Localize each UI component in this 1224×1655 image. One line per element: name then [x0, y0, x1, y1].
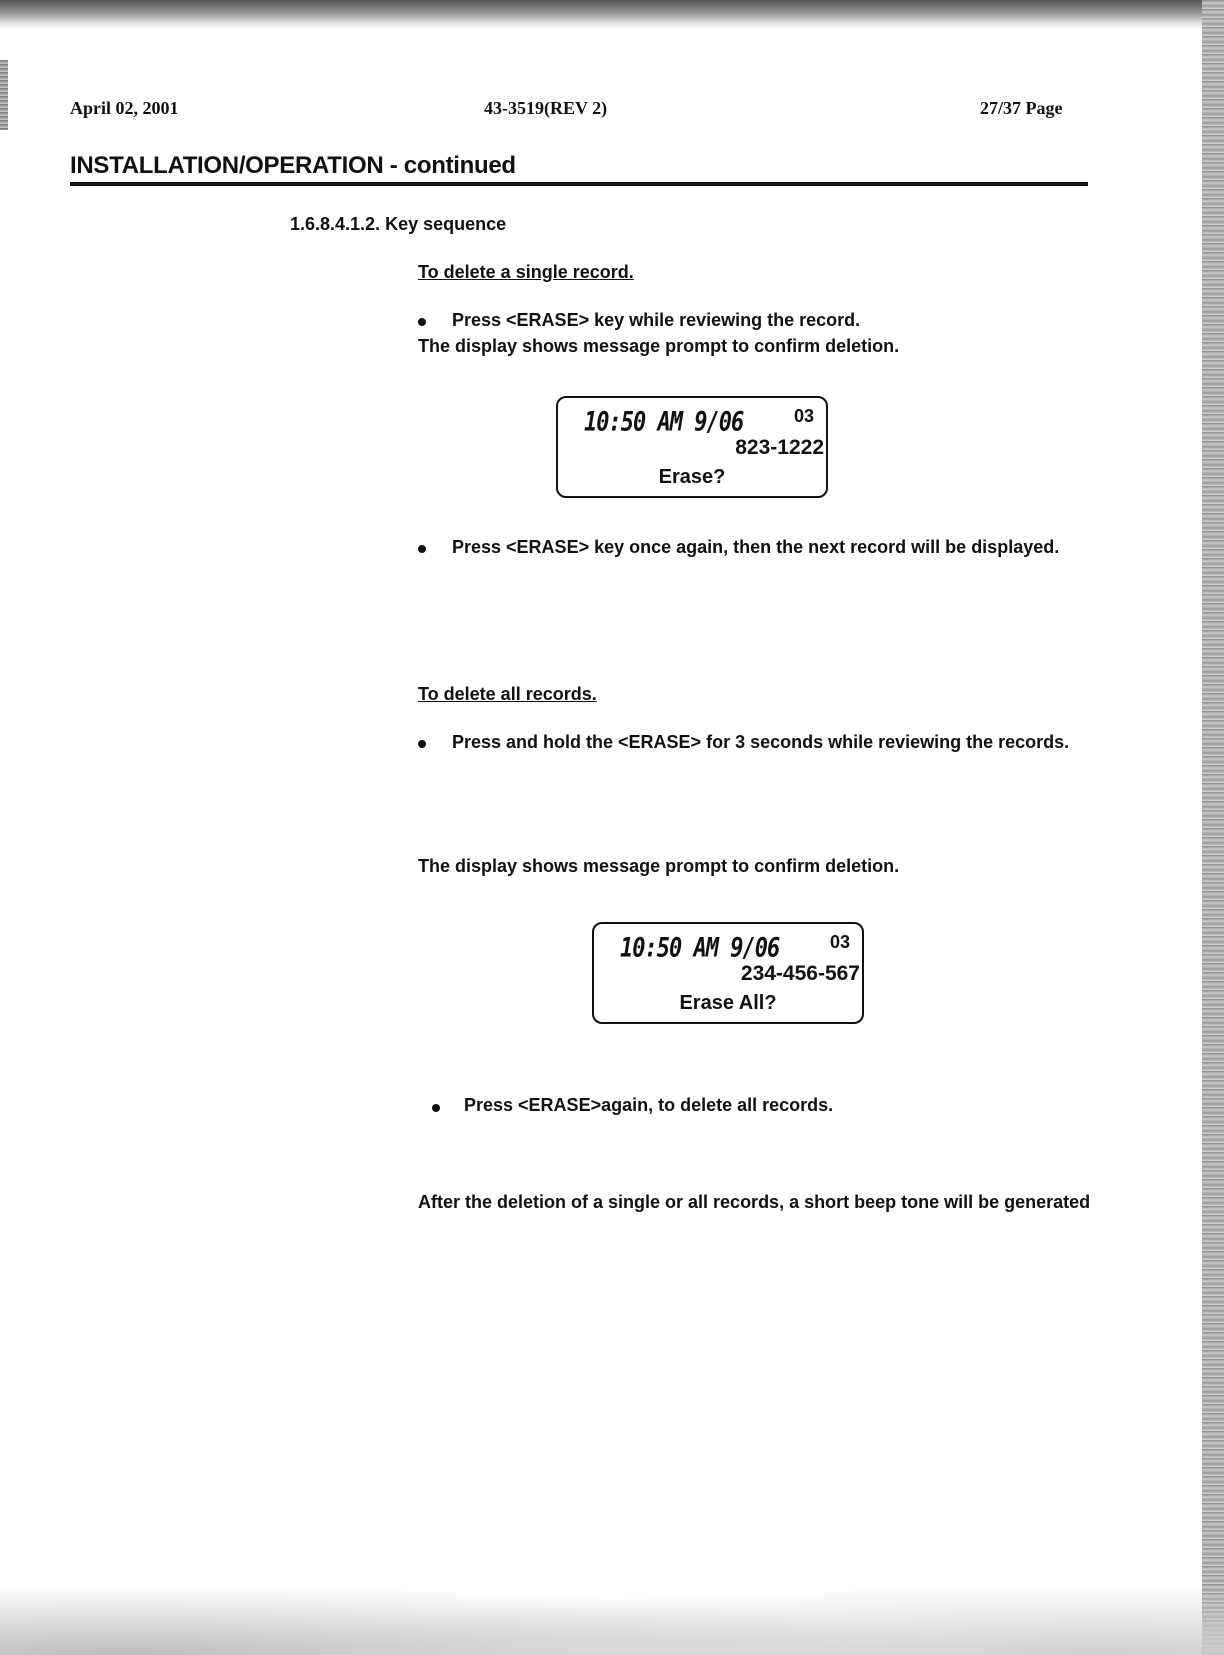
lcd-time: 10:50 AM 9/06: [584, 407, 744, 438]
bullet-dot: [418, 318, 426, 326]
all-bullet-1: Press and hold the <ERASE> for 3 seconds while reviewing the records.: [452, 732, 1070, 752]
lcd-record-count: 03: [829, 932, 850, 952]
bullet-dot: [418, 545, 426, 553]
scan-top-edge: [0, 0, 1224, 30]
scan-right-edge: [1202, 0, 1224, 1655]
single-bullet-2: Press <ERASE> key once again, then the next record will be displayed.: [452, 537, 1060, 557]
single-confirm-note: The display shows message prompt to confirm deletion.: [418, 336, 900, 356]
all-bullet-2: Press <ERASE>again, to delete all records.: [464, 1095, 834, 1115]
header-doc-number: 43-3519(REV 2): [484, 98, 608, 118]
bullet-dot: [432, 1104, 440, 1112]
single-bullet-1: Press <ERASE> key while reviewing the record.: [452, 310, 861, 330]
scan-left-edge: [0, 60, 8, 130]
scan-bottom-edge: [0, 1565, 1224, 1655]
subsection-heading: 1.6.8.4.1.2. Key sequence: [290, 214, 507, 234]
header-page-number: 27/37 Page: [980, 98, 1063, 118]
all-confirm-note: The display shows message prompt to confirm deletion.: [418, 856, 900, 876]
all-records-heading: To delete all records.: [418, 684, 597, 704]
lcd-display-all: [592, 922, 864, 1024]
footer-note: After the deletion of a single or all records, a short beep tone will be generated: [418, 1192, 1091, 1212]
lcd-phone-number: 823-1222: [735, 436, 824, 459]
lcd-phone-number: 234-456-567: [740, 962, 860, 985]
lcd-display-single: [556, 396, 828, 498]
section-title: INSTALLATION/OPERATION - continued: [70, 152, 516, 179]
lcd-prompt: Erase All?: [679, 992, 777, 1014]
single-record-heading: To delete a single record.: [418, 262, 634, 282]
bullet-dot: [418, 740, 426, 748]
lcd-prompt: Erase?: [658, 466, 726, 488]
section-rule: [70, 182, 1088, 186]
header-date: April 02, 2001: [70, 98, 179, 118]
lcd-record-count: 03: [793, 406, 814, 426]
lcd-time: 10:50 AM 9/06: [620, 933, 780, 964]
